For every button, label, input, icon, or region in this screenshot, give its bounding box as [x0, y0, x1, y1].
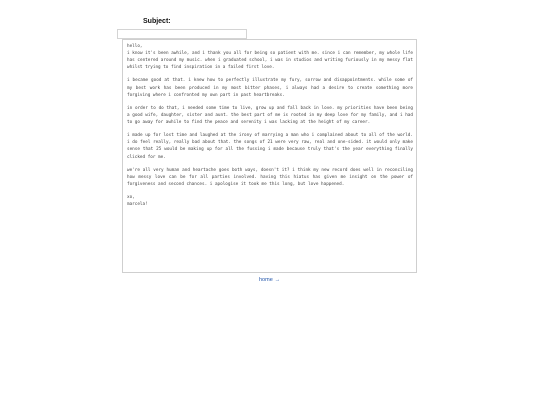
message-signature: xo, marcela! [127, 195, 148, 208]
message-paragraph: hello, i know it's been awhile, and i thank you all for being so patient with me. since i can remember, my whole life has centered around my music. when i graduated school, i was in studios and writing furiously in my messy flat whilst trying to find inspiration in a failed first love. [127, 44, 413, 71]
message-textarea[interactable] [122, 39, 417, 273]
message-paragraph: in order to do that, i needed some time to live, grow up and fall back in love. my priorities have been being a good wife, daughter, sister and aunt. the best part of me is rooted in my deep love for my family, and i had to go away for awhile to find the peace and serenity i was lacking at the height of my career. [127, 105, 413, 126]
home-link-label: home [259, 277, 273, 283]
subject-input[interactable] [117, 29, 247, 39]
subject-label: Subject: [143, 18, 171, 25]
home-link[interactable] [259, 277, 280, 283]
arrow-right-icon: → [274, 277, 281, 283]
message-paragraph: we're all very human and heartache goes both ways, doesn't it? i think my new record does well in reconciling how messy love can be for all parties involved. having this hiatus has given me insight on the power of forgiveness and second chances. i apologise it took me this long, but love happened. [127, 167, 413, 187]
message-paragraph: i made up for lost time and laughed at the irony of marrying a man who i complained about to all of the world. i do feel really, really bad about that. the songs of 21 were very raw, real and one-sided. it would only make sense that 25 would be making up for all the fussing i made because truly that's the year everything finally clicked for me. [127, 133, 413, 160]
message-paragraph: i became good at that. i knew how to perfectly illustrate my fury, sorrow and disappointments. while some of my best work has been produced in my most bitter phases, i always had a desire to create something more forgiving where i confronted my own part in past heartbreaks. [127, 78, 413, 98]
